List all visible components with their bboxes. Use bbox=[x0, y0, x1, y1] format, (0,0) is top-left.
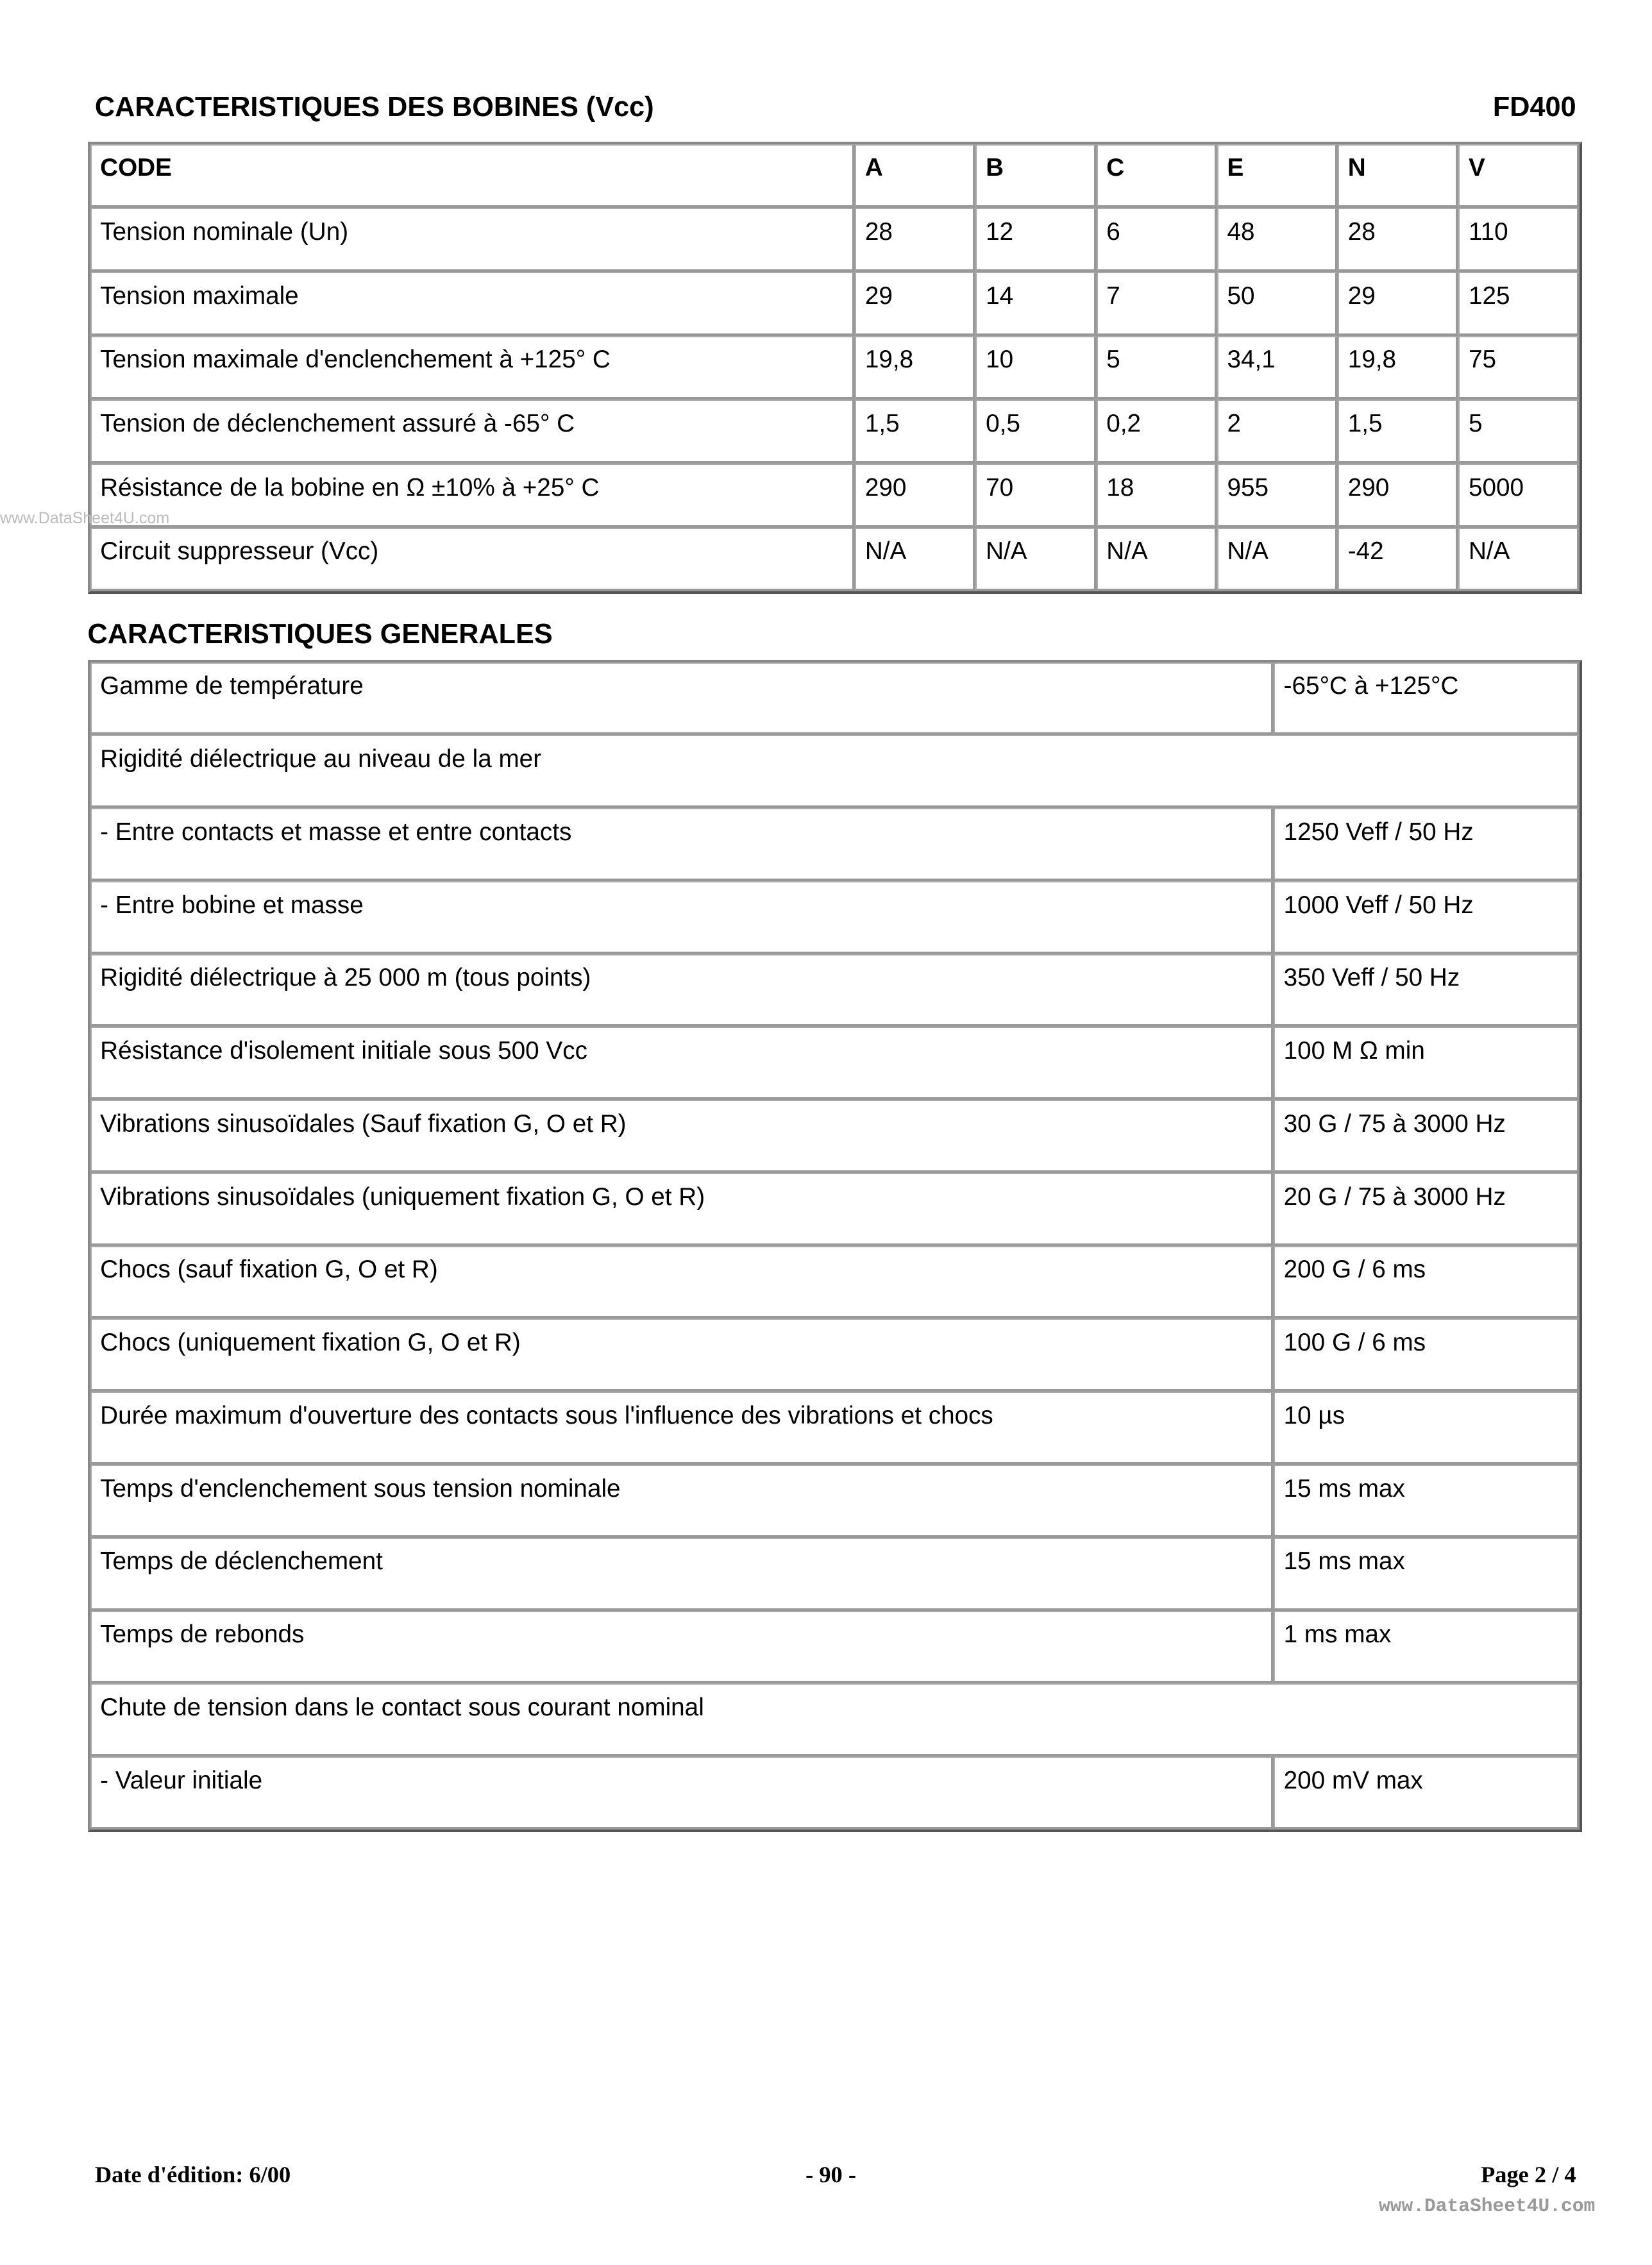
cell-value: 5000 bbox=[1458, 464, 1579, 528]
model-label: FD400 bbox=[1492, 92, 1576, 123]
cell-value: 20 G / 75 à 3000 Hz bbox=[1274, 1173, 1580, 1246]
table-row bbox=[90, 1756, 1580, 1830]
cell-value: 14 bbox=[975, 272, 1096, 336]
cell-value: 19,8 bbox=[855, 336, 975, 400]
cell-value: 10 µs bbox=[1274, 1392, 1580, 1465]
row-label: Chocs (uniquement fixation G, O et R) bbox=[90, 1318, 1274, 1392]
cell-value: 6 bbox=[1097, 208, 1217, 272]
cell-value: 1000 Veff / 50 Hz bbox=[1274, 881, 1580, 954]
cell-value: 70 bbox=[975, 464, 1096, 528]
cell-value: N/A bbox=[1458, 528, 1579, 592]
table-row bbox=[90, 336, 1580, 400]
table-row bbox=[90, 400, 1580, 464]
row-label: Temps de déclenchement bbox=[90, 1538, 1274, 1611]
coil-characteristics-table bbox=[88, 142, 1582, 594]
table-row bbox=[90, 1465, 1580, 1538]
table-row bbox=[90, 272, 1580, 336]
cell-value: 50 bbox=[1217, 272, 1338, 336]
table-header-row bbox=[90, 144, 1580, 208]
cell-value: 12 bbox=[975, 208, 1096, 272]
cell-value: 75 bbox=[1458, 336, 1579, 400]
cell-value: N/A bbox=[855, 528, 975, 592]
cell-value: 100 M Ω min bbox=[1274, 1027, 1580, 1100]
table-row bbox=[90, 808, 1580, 881]
row-label: Résistance de la bobine en Ω ±10% à +25° C bbox=[90, 464, 856, 528]
table-row bbox=[90, 208, 1580, 272]
cell-value: 1 ms max bbox=[1274, 1611, 1580, 1684]
cell-value: 125 bbox=[1458, 272, 1579, 336]
cell-value: 100 G / 6 ms bbox=[1274, 1318, 1580, 1392]
row-label: Chute de tension dans le contact sous courant nominal bbox=[90, 1683, 1580, 1756]
column-header-a: A bbox=[855, 144, 975, 208]
table-row bbox=[90, 1173, 1580, 1246]
row-label: Chocs (sauf fixation G, O et R) bbox=[90, 1246, 1274, 1319]
cell-value: 290 bbox=[1338, 464, 1458, 528]
row-label: Résistance d'isolement initiale sous 500 Vcc bbox=[90, 1027, 1274, 1100]
cell-value: 5 bbox=[1097, 336, 1217, 400]
row-label: Temps d'enclenchement sous tension nominale bbox=[90, 1465, 1274, 1538]
cell-value: 200 mV max bbox=[1274, 1756, 1580, 1830]
cell-value: 110 bbox=[1458, 208, 1579, 272]
table-row bbox=[90, 1100, 1580, 1173]
page-number: - 90 - bbox=[805, 2162, 856, 2188]
cell-value: -42 bbox=[1338, 528, 1458, 592]
cell-value: -65°C à +125°C bbox=[1274, 662, 1580, 736]
cell-value: N/A bbox=[975, 528, 1096, 592]
coil-section-title: CARACTERISTIQUES DES BOBINES (Vcc) bbox=[94, 92, 654, 123]
row-label: Tension maximale bbox=[90, 272, 856, 336]
cell-value: 0,5 bbox=[975, 400, 1096, 464]
table-row bbox=[90, 1611, 1580, 1684]
row-label: Tension maximale d'enclenchement à +125° C bbox=[90, 336, 856, 400]
column-header-c: C bbox=[1097, 144, 1217, 208]
cell-value: 19,8 bbox=[1338, 336, 1458, 400]
column-header-n: N bbox=[1338, 144, 1458, 208]
cell-value: 350 Veff / 50 Hz bbox=[1274, 954, 1580, 1027]
row-label: - Entre bobine et masse bbox=[90, 881, 1274, 954]
cell-value: 29 bbox=[1338, 272, 1458, 336]
row-label: Temps de rebonds bbox=[90, 1611, 1274, 1684]
column-header-code: CODE bbox=[90, 144, 856, 208]
cell-value: 10 bbox=[975, 336, 1096, 400]
cell-value: N/A bbox=[1217, 528, 1338, 592]
table-row bbox=[90, 1027, 1580, 1100]
cell-value: 7 bbox=[1097, 272, 1217, 336]
table-row bbox=[90, 1246, 1580, 1319]
table-row bbox=[90, 1318, 1580, 1392]
table-row bbox=[90, 954, 1580, 1027]
cell-value: 1,5 bbox=[1338, 400, 1458, 464]
row-label: - Entre contacts et masse et entre contacts bbox=[90, 808, 1274, 881]
general-characteristics-table bbox=[88, 660, 1582, 1832]
row-label: Tension nominale (Un) bbox=[90, 208, 856, 272]
table-row bbox=[90, 528, 1580, 592]
row-label: - Valeur initiale bbox=[90, 1756, 1274, 1830]
row-label: Durée maximum d'ouverture des contacts sous l'influence des vibrations et chocs bbox=[90, 1392, 1274, 1465]
cell-value: 955 bbox=[1217, 464, 1338, 528]
row-label: Rigidité diélectrique au niveau de la mer bbox=[90, 735, 1580, 808]
edition-date: Date d'édition: 6/00 bbox=[94, 2162, 291, 2188]
cell-value: 28 bbox=[1338, 208, 1458, 272]
table-row bbox=[90, 464, 1580, 528]
table-row bbox=[90, 662, 1580, 736]
table-row bbox=[90, 1683, 1580, 1756]
row-label: Circuit suppresseur (Vcc) bbox=[90, 528, 856, 592]
page-indicator: Page 2 / 4 bbox=[1481, 2162, 1576, 2188]
cell-value: 5 bbox=[1458, 400, 1579, 464]
cell-value: 48 bbox=[1217, 208, 1338, 272]
cell-value: 290 bbox=[855, 464, 975, 528]
table-row bbox=[90, 881, 1580, 954]
cell-value: 29 bbox=[855, 272, 975, 336]
row-label: Vibrations sinusoïdales (Sauf fixation G, O et R) bbox=[90, 1100, 1274, 1173]
row-label: Rigidité diélectrique à 25 000 m (tous points) bbox=[90, 954, 1274, 1027]
row-label: Vibrations sinusoïdales (uniquement fixation G, O et R) bbox=[90, 1173, 1274, 1246]
table-row bbox=[90, 1392, 1580, 1465]
table-row bbox=[90, 735, 1580, 808]
cell-value: N/A bbox=[1097, 528, 1217, 592]
row-label: Tension de déclenchement assuré à -65° C bbox=[90, 400, 856, 464]
cell-value: 2 bbox=[1217, 400, 1338, 464]
row-label: Gamme de température bbox=[90, 662, 1274, 736]
column-header-e: E bbox=[1217, 144, 1338, 208]
general-section-title: CARACTERISTIQUES GENERALES bbox=[87, 618, 553, 650]
cell-value: 1250 Veff / 50 Hz bbox=[1274, 808, 1580, 881]
cell-value: 0,2 bbox=[1097, 400, 1217, 464]
column-header-v: V bbox=[1458, 144, 1579, 208]
cell-value: 15 ms max bbox=[1274, 1538, 1580, 1611]
side-watermark: www.DataSheet4U.com bbox=[0, 509, 170, 528]
bottom-watermark: www.DataSheet4U.com bbox=[1378, 2194, 1596, 2217]
cell-value: 15 ms max bbox=[1274, 1465, 1580, 1538]
cell-value: 18 bbox=[1097, 464, 1217, 528]
cell-value: 1,5 bbox=[855, 400, 975, 464]
cell-value: 30 G / 75 à 3000 Hz bbox=[1274, 1100, 1580, 1173]
cell-value: 28 bbox=[855, 208, 975, 272]
cell-value: 200 G / 6 ms bbox=[1274, 1246, 1580, 1319]
column-header-b: B bbox=[975, 144, 1096, 208]
table-row bbox=[90, 1538, 1580, 1611]
cell-value: 34,1 bbox=[1217, 336, 1338, 400]
